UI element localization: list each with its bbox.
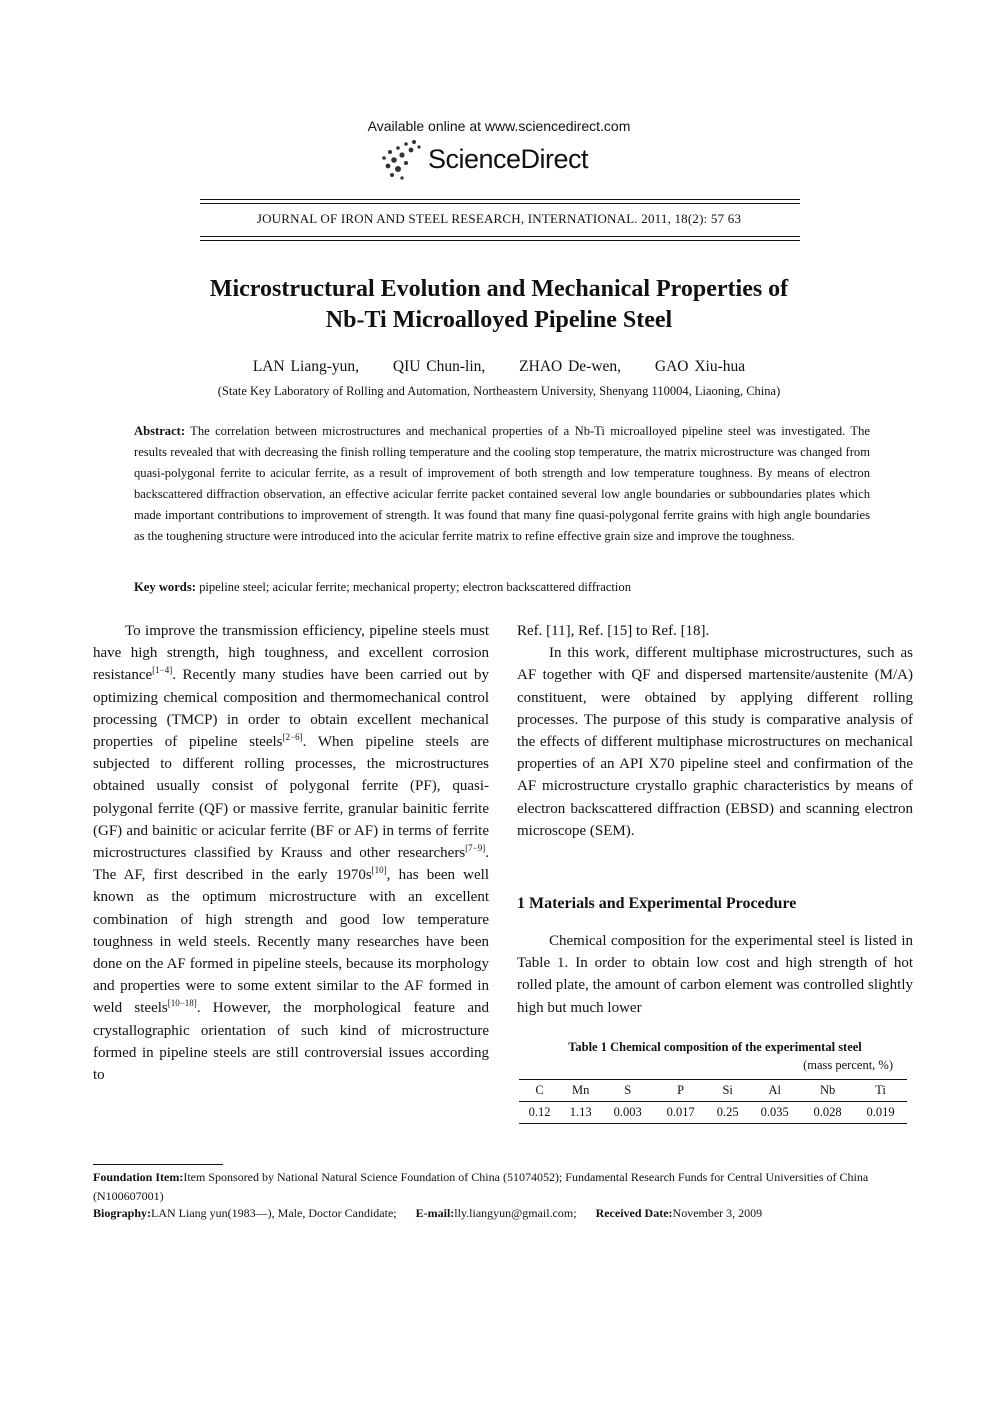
table-cell: 0.12 (528, 1105, 551, 1119)
table-header-cell: Nb (819, 1083, 836, 1097)
abstract (134, 421, 870, 547)
abstract-text: The correlation between microstructures and mechanical properties of a Nb-Ti microalloyed pipeline steel was investigated. The results revealed that with decreasing the finish rolling temperature and the cooling stop temperature, the matrix microstructure was changed from quasi-polygonal ferrite to acicular ferrite, as a result of improvement of both strength and low temperature toughness. By means of electron backscattered diffraction observation, an effective acicular ferrite packet contained several low angle boundaries or subboundaries plates which made important contributions to improvement of strength. It was found that many fine quasi-polygonal ferrite grains with high angle boundaries as the toughening structure were introduced into the acicular ferrite matrix to refine effective grain size and improve the toughness. (134, 424, 870, 543)
email-label: E-mail: (415, 1206, 455, 1220)
section-heading: 1 Materials and Experimental Procedure (517, 895, 797, 912)
table-cell: 1.13 (569, 1105, 592, 1119)
text-run: To improve the transmission efficiency, pipeline steels must have high strength, high toughness, and excellent corrosion resistance (93, 623, 489, 684)
received-text: November 3, 2009 (672, 1206, 763, 1220)
received-label: Received Date: (595, 1206, 673, 1220)
authors (0, 358, 998, 376)
keywords-label: Key words: (134, 580, 196, 594)
title-line-1: Microstructural Evolution and Mechanical Properties of (209, 276, 789, 302)
table-cell: 0.25 (716, 1105, 739, 1119)
biography-note (93, 1206, 903, 1221)
composition-table (519, 1079, 907, 1124)
biography-label: Biography: (93, 1206, 152, 1220)
continued-text: Ref. [11], Ref. [15] to Ref. [18]. (517, 623, 710, 639)
author-2: QIU Chun-lin, (392, 358, 486, 375)
header-rule-bottom-2 (200, 240, 800, 241)
table-header-cell: S (624, 1083, 632, 1097)
author-3: ZHAO De-wen, (519, 358, 622, 375)
work-paragraph: In this work, different multiphase microstructures, such as AF together with QF and dispersed martensite/austenite (M/A) constituent, were obtained by applying different rolling processes. The purpose of this study is comparative analysis of the effects of different multiphase microstructures on mechanical properties of an API X70 pipeline steel and confirmation of the AF microstructure crystallo graphic characteristics by means of electron backscattered diffraction (EBSD) and scanning electron microscope (SEM). (517, 645, 913, 839)
table-cell: 0.019 (866, 1105, 895, 1119)
sciencedirect-logo (378, 138, 628, 182)
foundation-note (93, 1168, 903, 1206)
paper-title (80, 274, 918, 336)
title-line-2: Nb-Ti Microalloyed Pipeline Steel (325, 307, 673, 333)
citation: [2−6] (282, 732, 303, 743)
table-cell: 0.003 (613, 1105, 642, 1119)
table-cell: 0.017 (666, 1105, 695, 1119)
table-caption: Table 1 Chemical composition of the experimental steel (568, 1040, 862, 1054)
sciencedirect-dots-icon (378, 138, 424, 182)
header-rule-bottom (200, 236, 800, 237)
text-run: . The AF, first described in the early 1970s (93, 845, 489, 884)
text-run: . Recently many studies have been carried out by optimizing chemical composition and thermomechanical control processing (TMCP) in order to obtain excellent mechanical properties of pipeline steels (93, 667, 489, 751)
body-left-column (93, 620, 489, 1086)
keywords-text: pipeline steel; acicular ferrite; mechanical property; electron backscattered diffraction (195, 580, 632, 594)
text-run: , has been well known as the optimum microstructure with an excellent combination of high strength and good low temperature toughness in weld steels. Recently many researches have been done on the AF formed in pipeline steels, because its morphology and properties were to some extent similar to the AF formed in weld steels (93, 867, 489, 1017)
author-4: GAO Xiu-hua (654, 358, 746, 375)
body-right-column-2 (517, 930, 913, 1019)
materials-paragraph: Chemical composition for the experimental steel is listed in Table 1. In order to obtain low cost and high strength of hot rolled plate, the amount of carbon element was controlled slightly high but much lower (517, 933, 913, 1016)
citation: [10] (371, 865, 387, 876)
body-right-column (517, 620, 913, 842)
table-header-cell: Ti (875, 1083, 886, 1097)
foundation-text: Item Sponsored by National Natural Science Foundation of China (51074052); Fundamental Research Funds for Central Universities of China (N100607001) (93, 1170, 869, 1203)
table-header-cell: Mn (572, 1083, 590, 1097)
table-header-cell: Si (722, 1083, 733, 1097)
table-cell: 0.035 (760, 1105, 789, 1119)
table-header-cell: P (677, 1083, 685, 1097)
biography-text: LAN Liang yun(1983—), Male, Doctor Candidate; (151, 1206, 397, 1220)
journal-citation: JOURNAL OF IRON AND STEEL RESEARCH, INTERNATIONAL. 2011, 18(2): 57 63 (256, 211, 742, 226)
foundation-label: Foundation Item: (93, 1170, 184, 1184)
citation: [1−4] (152, 665, 173, 676)
citation: [7−9] (465, 843, 486, 854)
table-header-row (519, 1080, 907, 1102)
table-unit: (mass percent, %) (803, 1058, 893, 1072)
header-rule-top-2 (200, 203, 800, 204)
table-header-cell: C (535, 1083, 544, 1097)
affiliation: (State Key Laboratory of Rolling and Automation, Northeastern University, Shenyang 110004, Liaoning, China) (217, 384, 781, 398)
author-1: LAN Liang-yun, (252, 358, 359, 375)
intro-paragraph (93, 620, 489, 1086)
keywords (134, 580, 870, 595)
citation: [10−18] (167, 998, 197, 1009)
abstract-label: Abstract: (134, 424, 186, 438)
header-rule-top (200, 199, 800, 200)
available-online-text: Available online at www.sciencedirect.com (367, 118, 631, 134)
email-text: lly.liangyun@gmail.com; (454, 1206, 577, 1220)
text-run: . When pipeline steels are subjected to different rolling processes, the microstructures obtained usually consist of polygonal ferrite (PF), quasi-polygonal ferrite (QF) or massive ferrite, granular bainitic ferrite (GF) and bainitic or acicular ferrite (BF or AF) in terms of ferrite microstructures classified by Krauss and other researchers (93, 734, 489, 862)
table-cell: 0.028 (813, 1105, 842, 1119)
table-row (519, 1102, 907, 1124)
sciencedirect-brand: ScienceDirect (428, 144, 589, 174)
text-run: . However, the morphological feature and crystallographic orientation of such kind of microstructure formed in pipeline steels are still controversial issues according to (93, 1000, 489, 1084)
table-header-cell: Al (768, 1083, 781, 1097)
footnote-rule (93, 1164, 223, 1165)
